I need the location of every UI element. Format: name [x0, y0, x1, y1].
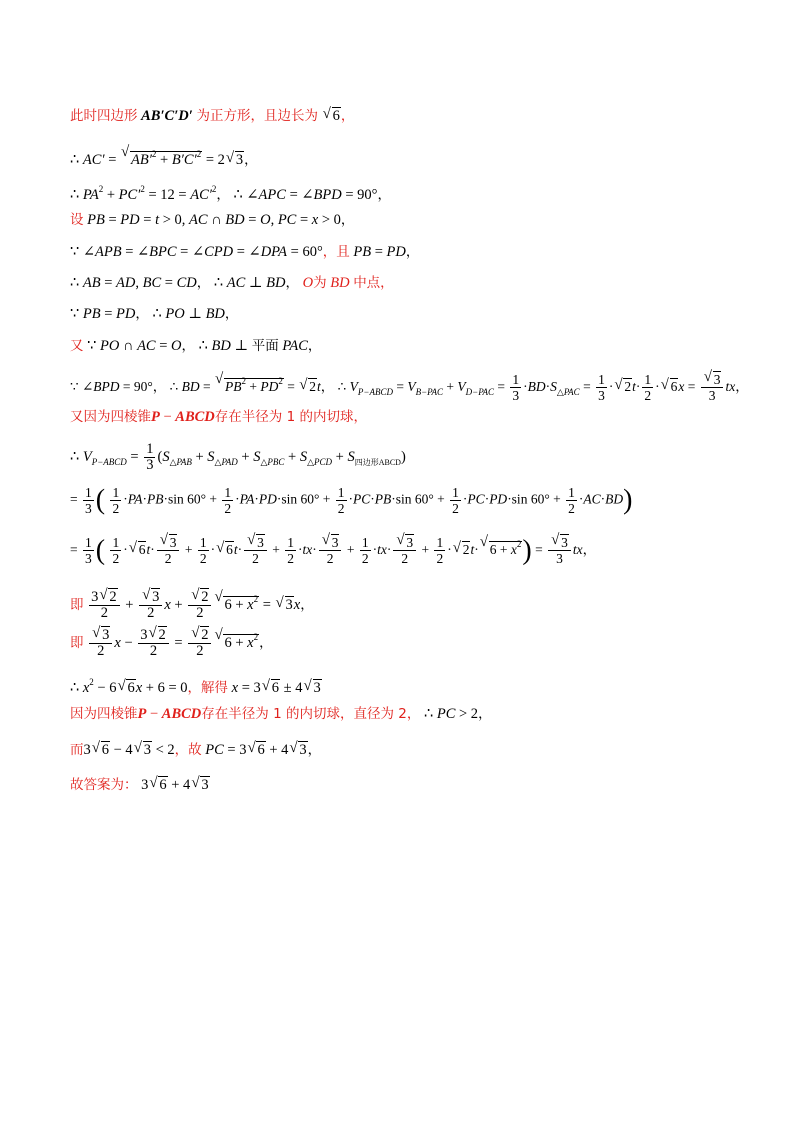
line-18: 而3√ 6 − 4√ 3 < 2，故 PC = 3√ 6 + 4√ 3， — [70, 741, 321, 759]
line-14: 即 $\frac{3√ 2}{2}$ + √ $\frac{3}{2}$ x + √ $\frac{2}{2}$ √ $6 + x^2$ = √ 3x， — [70, 590, 314, 621]
line-3: ∴ $PA^2 + PC'^2 = 12 = AC'^2$， ∴ ∠APC = ∠BPD = 90°， — [70, 184, 391, 203]
line-6: ∴ AB = AD, BC = CD， ∴ AC ⊥ BD， O为 BD 中点， — [70, 275, 394, 291]
line-19: 故答案为： 3√ 6 + 4√ 3 — [70, 776, 210, 794]
line-10: 又因为四棱锥P − ABCD存在半径为 1 的内切球， — [70, 409, 367, 425]
line-4: 设 PB = PD = t > 0, AC ∩ BD = O, PC = x > 0， — [70, 212, 355, 228]
line-2: ∴ AC′ = √ $AB'^2 + B'C'^2 = 2√$ 3， — [70, 145, 258, 169]
line-7: ∵ PB = PD， ∴ PO ⊥ BD， — [70, 306, 239, 322]
line-8: 又 ∵ PO ∩ AC = O， ∴ BD ⊥ 平面 PAC， — [70, 338, 322, 354]
line-9: ∵ ∠BPD = 90°， ∴ BD = √ $PB^2 + PD^2$ = √ 2t， ∴ $V_{P-ABCD} = V_{B-PAC} + V_{D-PAC}$ = $\frac{1}{3}$ $\cdot BD\cdot S_{\triangle PAC}$ = $\frac{1}{3}$ ·√ 2t· $\frac{1}{2}$ ·√ 6x = √ $\frac{3}{3}$ tx， — [70, 372, 749, 403]
line-1: 此时四边形 AB′C′D′ 为正方形，且边长为 √ 6， — [70, 107, 354, 125]
line-17: 因为四棱锥P − ABCD存在半径为 1 的内切球，直径为 2， ∴ PC > 2， — [70, 706, 492, 722]
text: 此时四边形 — [70, 108, 138, 124]
line-15: 即 √ $\frac{3}{2}$ x − $\frac{3√ 2}{2}$ = √ $\frac{2}{2}$ √ $6 + x^2$， — [70, 628, 273, 659]
line-16: ∴ $x^2 - 6√$ 6x + 6 = 0，解得 x = 3√ 6 ± 4√ 3 — [70, 673, 322, 697]
text: 为正方形，且边长为 — [196, 108, 318, 124]
line-5: ∵ ∠APB = ∠BPC = ∠CPD = ∠DPA = 60°，且 PB = PD， — [70, 244, 420, 260]
line-12: = $\frac{1}{3}$ ( $\frac{1}{2}$ ·PA·PB·sin 60° + $\frac{1}{2}$ ·PA·PD·sin 60° + $\frac{1}{2}$ ·PC·PB·sin 60° + $\frac{1}{2}$ ·PC·PD·sin 60° + $\frac{1}{2}$ ·AC·BD) — [70, 484, 633, 516]
line-11: ∴ $V_{P-ABCD}$ = $\frac{1}{3}$ $(S_{\triangle PAB} + S_{\triangle PAD} + S_{\triangle PBC} + S_{\triangle PCD} + S_{四边形ABCD})$ — [70, 441, 406, 473]
line-13: = $\frac{1}{3}$ ( $\frac{1}{2}$ ·√ 6t· √ $\frac{3}{2}$ + $\frac{1}{2}$ ·√ 6t· √ $\frac{3}{2}$ + $\frac{1}{2}$ ·tx· √ $\frac{3}{2}$ + $\frac{1}{2}$ ·tx· √ $\frac{3}{2}$ + $\frac{1}{2}$ ·√ 2t·√ $6 + x^2$) = √ $\frac{3}{3}$ tx， — [70, 535, 596, 566]
